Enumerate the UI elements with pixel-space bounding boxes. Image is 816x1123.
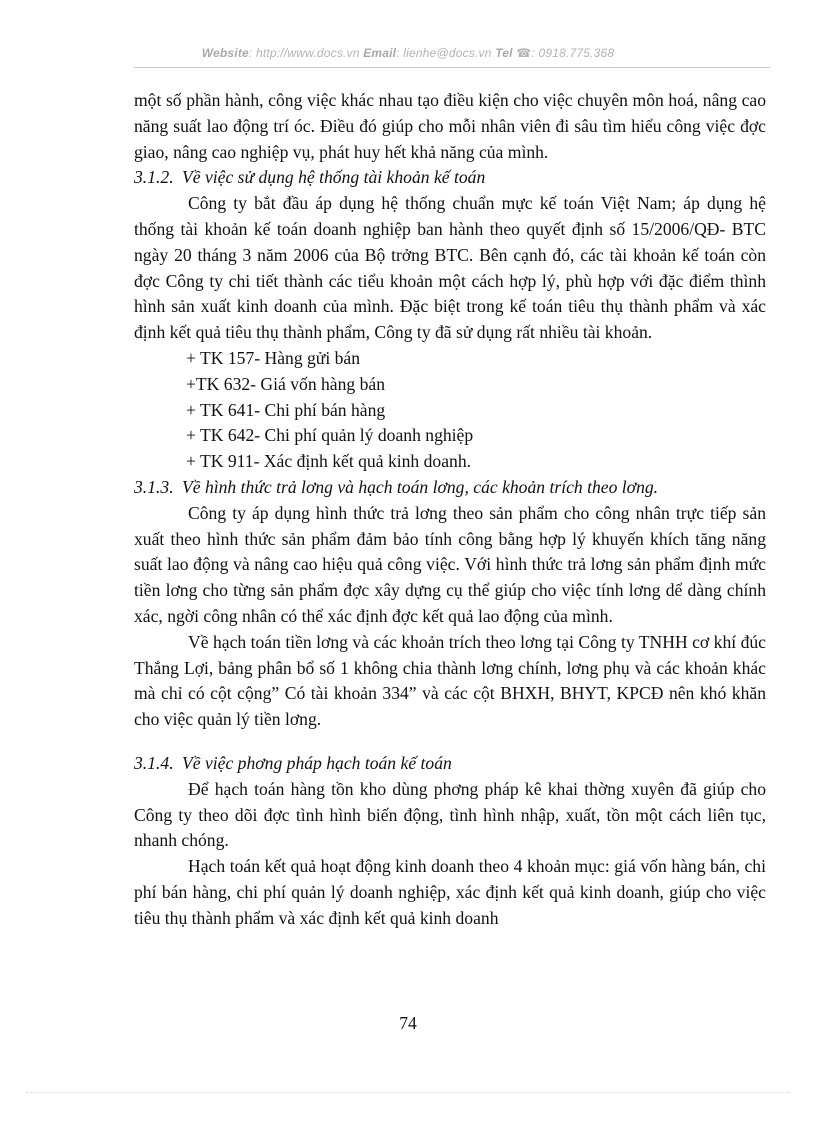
document-body bbox=[134, 88, 766, 932]
website-label: Website bbox=[201, 46, 249, 60]
email-value: : lienhe@docs.vn bbox=[396, 46, 492, 60]
spacer bbox=[134, 733, 766, 751]
section-title: Về việc phơng pháp hạch toán kế toán bbox=[182, 752, 452, 773]
section-number: 3.1.2. bbox=[134, 167, 174, 188]
list-item: + TK 641- Chi phí bán hàng bbox=[186, 399, 386, 420]
tel-label: Tel bbox=[495, 46, 513, 60]
list-item: + TK 911- Xác định kết quả kinh doanh. bbox=[186, 451, 472, 472]
tel-value: : 0918.775.368 bbox=[531, 46, 615, 60]
section-heading-3-1-3 bbox=[134, 475, 766, 501]
email-label: Email bbox=[363, 46, 397, 60]
section-title: Về hình thức trả lơng và hạch toán lơng, các khoản trích theo lơng. bbox=[182, 476, 659, 497]
section-number: 3.1.3. bbox=[134, 476, 174, 497]
paragraph-4: Về hạch toán tiền lơng và các khoản trích theo lơng tại Công ty TNHH cơ khí đúc Thắng Lợi, bảng phân bổ số 1 không chia thành lơng chính, lơng phụ và các khoản khác mà chỉ có cột cộng” Có tài khoản 334” và các cột BHXH, BHYT, KPCĐ nên khó khăn cho việc quản lý tiền lơng. bbox=[134, 631, 766, 730]
list-item: +TK 632- Giá vốn hàng bán bbox=[186, 373, 386, 394]
website-value: : http://www.docs.vn bbox=[248, 46, 360, 60]
paragraph-5: Để hạch toán hàng tồn kho dùng phơng pháp kê khai thờng xuyên đã giúp cho Công ty theo dõi đợc tình hình biến động, tình hình nhập, xuất, tồn một cách liên tục, nhanh chóng. bbox=[134, 778, 766, 851]
list-item: + TK 642- Chi phí quản lý doanh nghiệp bbox=[186, 425, 474, 446]
page-header bbox=[0, 46, 816, 60]
section-number: 3.1.4. bbox=[134, 752, 174, 773]
header-divider bbox=[134, 67, 770, 68]
page-number: 74 bbox=[399, 1013, 417, 1033]
section-title: Về việc sử dụng hệ thống tài khoản kế toán bbox=[182, 167, 486, 188]
footer-divider bbox=[26, 1092, 790, 1093]
section-heading-3-1-2 bbox=[134, 165, 766, 191]
list-item: + TK 157- Hàng gửi bán bbox=[186, 347, 361, 368]
phone-icon: ☎ bbox=[516, 46, 532, 60]
section-heading-3-1-4 bbox=[134, 751, 766, 777]
paragraph-6: Hạch toán kết quả hoạt động kinh doanh theo 4 khoản mục: giá vốn hàng bán, chi phí bán hàng, chi phí quản lý doanh nghiệp, xác định kết quả kinh doanh, giúp cho việc tiêu thụ thành phẩm và xác định kết quả kinh doanh bbox=[134, 856, 766, 928]
paragraph-3: Công ty áp dụng hình thức trả lơng theo sản phẩm cho công nhân trực tiếp sản xuất theo hình thức sản phẩm đảm bảo tính công bằng hợp lý khuyến khích tăng năng suất lao động và nâng cao hiệu quả công việc. Với hình thức trả lơng sản phẩm định mức tiền lơng cho từng sản phẩm đợc xây dựng cụ thể giúp cho việc tính lơng dể dàng chính xác, ngời công nhân có thể xác định đợc kết quả lao động của mình. bbox=[134, 502, 766, 626]
paragraph-1: một số phần hành, công việc khác nhau tạo điều kiện cho việc chuyên môn hoá, nâng cao năng suất lao động trí óc. Điều đó giúp cho mỗi nhân viên đi sâu tìm hiểu công việc đợc giao, nâng cao nghiệp vụ, phát huy hết khả năng của mình. bbox=[134, 90, 766, 162]
paragraph-2: Công ty bắt đầu áp dụng hệ thống chuẩn mực kế toán Việt Nam; áp dụng hệ thống tài khoản kế toán doanh nghiệp ban hành theo quyết định số 15/2006/QĐ- BTC ngày 20 tháng 3 năm 2006 của Bộ trởng BTC. Bên cạnh đó, các tài khoản kế toán còn đợc Công ty chi tiết thành các tiểu khoản một cách hợp lý, phù hợp với đặc điểm thình hình sản xuất kinh doanh của mình. Đặc biệt trong kế toán tiêu thụ thành phẩm và xác định kết quả tiêu thụ thành phẩm, Công ty đã sử dụng rất nhiều tài khoản. bbox=[134, 193, 766, 343]
